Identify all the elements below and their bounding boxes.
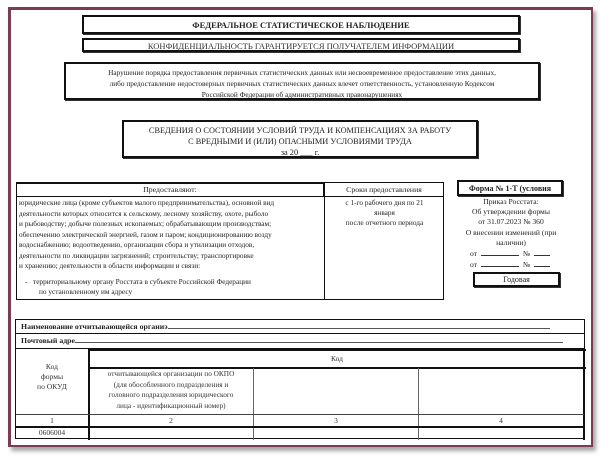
change-entry-2 (452, 259, 570, 270)
providers-table (16, 182, 444, 300)
providers-line: обеспечению электрической энергией, газом и паром; кондиционированию возду (19, 229, 272, 239)
okpo-header-line: отчитывающейся организации по ОКПО (107, 369, 235, 378)
confidentiality-banner (82, 38, 520, 52)
change-entry-1 (452, 248, 570, 259)
periodicity-label: Годовая (503, 275, 530, 284)
deadline-column-header: Сроки предоставления (324, 183, 444, 197)
change-date-field[interactable] (481, 259, 519, 267)
column-number: 1 (50, 416, 54, 425)
bullet-marker: - (25, 276, 28, 286)
recipient-bullet (19, 277, 323, 298)
periodicity-box (473, 272, 560, 287)
providers-line: деятельности по ликвидации загрязнений; строительству; транспортировке (19, 250, 254, 260)
report-title-box (122, 120, 478, 158)
providers-line: деятельности которых относится к сельскому, лесному хозяйству, охоте, рыболо (19, 208, 269, 218)
report-period-line: за 20 ___ г. (280, 148, 320, 157)
org-name-label: Наименование отчитывающейся органиэ (21, 322, 168, 331)
deadline-line: с 1-го рабочего дня по 21 (345, 198, 424, 207)
liability-warning-box (64, 62, 540, 100)
changes-label: О внесении изменений (при (465, 227, 557, 237)
organization-codes-table (15, 319, 585, 439)
form-number: Форма № 1-Т (условия (468, 184, 552, 193)
confidentiality-text: КОНФИДЕНЦИАЛЬНОСТЬ ГАРАНТИРУЕТСЯ ПОЛУЧАТЕЛЕМ ИНФОРМАЦИИ (147, 41, 455, 51)
col3-code-field[interactable] (254, 427, 418, 439)
warning-line: Российской Федерации об административных правонарушениях (201, 90, 403, 99)
okpo-code-field[interactable] (89, 427, 253, 439)
providers-line: и хранению; деятельности в области информации и связи: (19, 261, 201, 270)
providers-column-header: Предоставляют: (17, 183, 324, 197)
order-info (452, 197, 570, 270)
org-name-row (16, 320, 584, 334)
okpo-header (89, 369, 253, 411)
okud-code-value: 0606004 (38, 428, 66, 437)
from-label: от (470, 249, 478, 259)
change-number-field[interactable] (534, 259, 550, 267)
column-number: 4 (499, 416, 503, 425)
changes-label-cont: наличии) (496, 237, 526, 247)
col4-code-field[interactable] (419, 427, 583, 439)
order-approval-date: от 31.07.2023 № 360 (478, 217, 544, 227)
order-approval: Об утверждении формы (472, 207, 550, 217)
providers-line: и рыбоводству; добыче полезных ископаемых; обрабатывающим производствам; (19, 219, 272, 228)
number-label: № (522, 249, 531, 259)
order-title: Приказ Росстата: (483, 197, 539, 206)
number-label: № (522, 260, 531, 270)
okud-header-line: формы (40, 372, 64, 381)
okud-header-line: Код (45, 362, 59, 371)
federal-observation-banner (82, 15, 520, 34)
postal-address-label: Почтовый адре (21, 336, 75, 345)
deadline-line: после отчетного периода (345, 218, 424, 227)
deadline-line: января (374, 208, 395, 217)
change-date-field[interactable] (481, 248, 519, 256)
warning-line: либо предоставление недостоверных первичных статистических данных влечет ответственность, установленную Кодексом (109, 79, 495, 88)
okud-header (16, 362, 88, 392)
postal-address-row (16, 334, 584, 349)
org-name-field[interactable] (168, 320, 550, 329)
okpo-header-line: (для обособленного подразделения и (113, 379, 229, 389)
code-header: Код (331, 354, 343, 363)
providers-line: юридические лица (кроме субъектов малого предпринимательства), основной вид (19, 198, 275, 207)
okpo-header-line: лица - идентификационный номер) (116, 400, 226, 410)
okpo-header-line: головного подразделения юридического (108, 390, 234, 399)
report-title-line: СВЕДЕНИЯ О СОСТОЯНИИ УСЛОВИЙ ТРУДА И КОМПЕНСАЦИЯХ ЗА РАБОТУ (148, 126, 452, 135)
federal-observation-text: ФЕДЕРАЛЬНОЕ СТАТИСТИЧЕСКОЕ НАБЛЮДЕНИЕ (192, 20, 410, 30)
form-number-box (457, 180, 563, 196)
deadline-cell (325, 198, 444, 228)
column-number: 3 (334, 416, 338, 425)
column-number: 2 (169, 416, 173, 425)
providers-cell (19, 198, 323, 298)
warning-line: Нарушение порядка предоставления первичных статистических данных или несвоевременное предоставление этих данных, (108, 68, 496, 77)
report-title-line: С ВРЕДНЫМИ И (ИЛИ) ОПАСНЫМИ УСЛОВИЯМИ ТРУДА (188, 137, 412, 146)
from-label: от (470, 260, 478, 270)
change-number-field[interactable] (534, 248, 550, 256)
providers-line: водоснабжению; водоотведению, организации сбора и утилизации отходов, (19, 240, 255, 249)
postal-address-field[interactable] (75, 334, 563, 343)
recipient-line: территориальному органу Росстата в субъекте Российской Федерации (33, 276, 251, 286)
recipient-line: по установленному им адресу (39, 287, 133, 296)
okud-header-line: по ОКУД (37, 382, 67, 391)
